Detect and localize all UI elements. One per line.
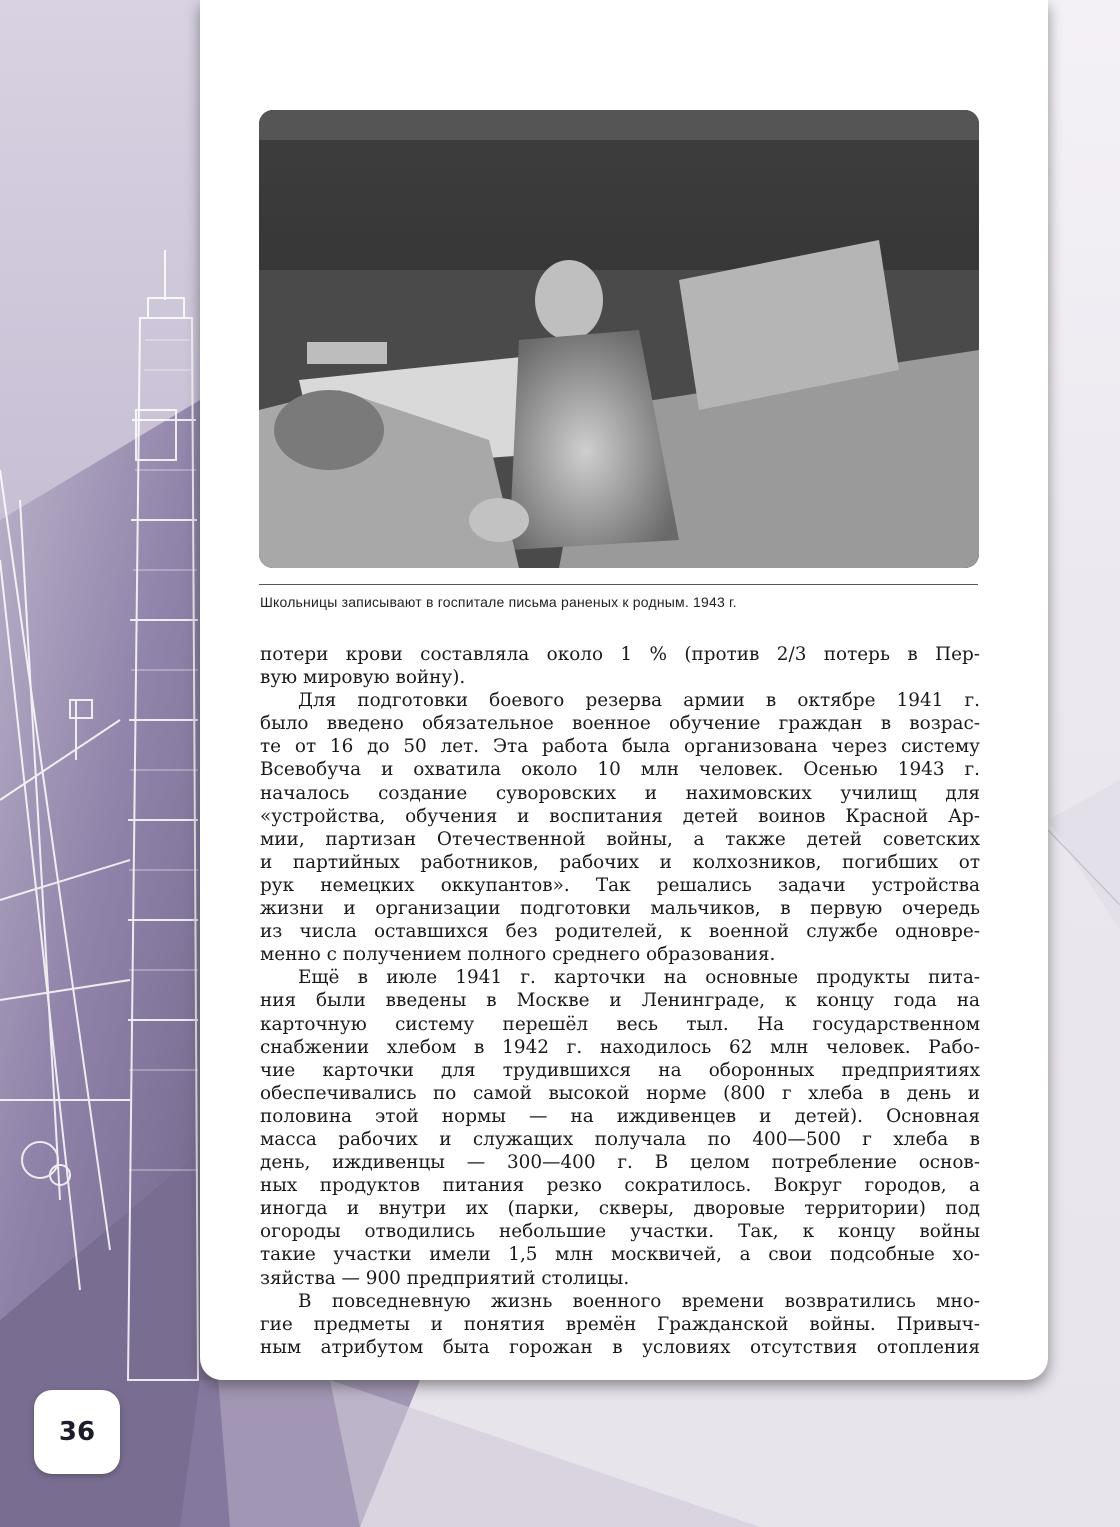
text-line: такие участки имели 1,5 млн москвичей, а свои подсобные хо- — [260, 1244, 980, 1266]
text-line: ным атрибутом быта горожан в условиях отсутствия отопления — [260, 1336, 980, 1358]
paragraph — [260, 689, 980, 966]
text-line: ных продуктов питания резко сократилось. Вокруг городов, а — [260, 1175, 980, 1197]
text-line: жизни и организации подготовки мальчиков, в первую очередь — [260, 898, 980, 920]
text-line: те от 16 до 50 лет. Эта работа была организована через систему — [260, 736, 980, 758]
text-line: иногда и внутри их (парки, скверы, дворовые территории) под — [260, 1198, 980, 1220]
text-line: потери крови составляла около 1 % (против 2/3 потерь в Пер- — [260, 644, 980, 665]
text-line: рук немецких оккупантов». Так решались задачи устройства — [260, 874, 980, 896]
text-line: половина этой нормы — на иждивенцев и детей). Основная — [260, 1105, 980, 1127]
text-line: В повседневную жизнь военного времени возвратились мно- — [298, 1290, 980, 1312]
text-line: снабжении хлебом в 1942 г. находилось 62 млн человек. Рабо- — [260, 1036, 980, 1058]
page-number: 36 — [34, 1390, 120, 1474]
text-line: менно с получением полного среднего образования. — [260, 944, 776, 966]
text-line: ния были введены в Москве и Ленинграде, к концу года на — [260, 990, 980, 1012]
text-line: Всевобуча и охватила около 10 млн человек. Осенью 1943 г. — [260, 759, 980, 781]
caption-rule — [259, 584, 978, 585]
text-line: гие предметы и понятия времён Гражданской войны. Привыч- — [260, 1313, 980, 1335]
text-line: зяйства — 900 предприятий столицы. — [260, 1267, 630, 1289]
text-line: обеспечивались по самой высокой норме (800 г хлеба в день и — [260, 1082, 980, 1104]
text-line: из числа оставшихся без родителей, к военной службе одновре- — [260, 921, 980, 943]
text-line: было введено обязательное военное обучение граждан в возрас- — [260, 713, 980, 735]
paragraph — [260, 643, 980, 689]
body-text — [260, 643, 980, 1359]
text-line: «устройства, обучения и воспитания детей воинов Красной Ар- — [260, 805, 980, 827]
text-line: и партийных работников, рабочих и колхозников, погибших от — [260, 851, 980, 873]
text-line: огороды отводились небольшие участки. Так, к концу войны — [260, 1221, 980, 1243]
photo-caption: Школьницы записывают в госпитале письма раненых к родным. 1943 г. — [260, 594, 737, 610]
paragraph — [260, 1290, 980, 1359]
text-line: Ещё в июле 1941 г. карточки на основные продукты пита- — [298, 967, 980, 989]
text-line: мии, партизан Отечественной войны, а также детей советских — [260, 828, 980, 850]
text-line: карточную систему перешёл весь тыл. На государственном — [260, 1013, 980, 1035]
text-line: день, иждивенцы — 300—400 г. В целом потребление основ- — [260, 1152, 980, 1174]
historical-photo — [259, 110, 979, 568]
paragraph — [260, 966, 980, 1289]
text-line: началось создание суворовских и нахимовских училищ для — [260, 782, 980, 804]
text-line: вую мировую войну). — [260, 667, 466, 689]
text-line: Для подготовки боевого резерва армии в октябре 1941 г. — [298, 690, 980, 712]
text-line: чие карточки для трудившихся на оборонных предприятиях — [260, 1059, 980, 1081]
text-line: масса рабочих и служащих получала по 400—500 г хлеба в — [260, 1128, 980, 1150]
